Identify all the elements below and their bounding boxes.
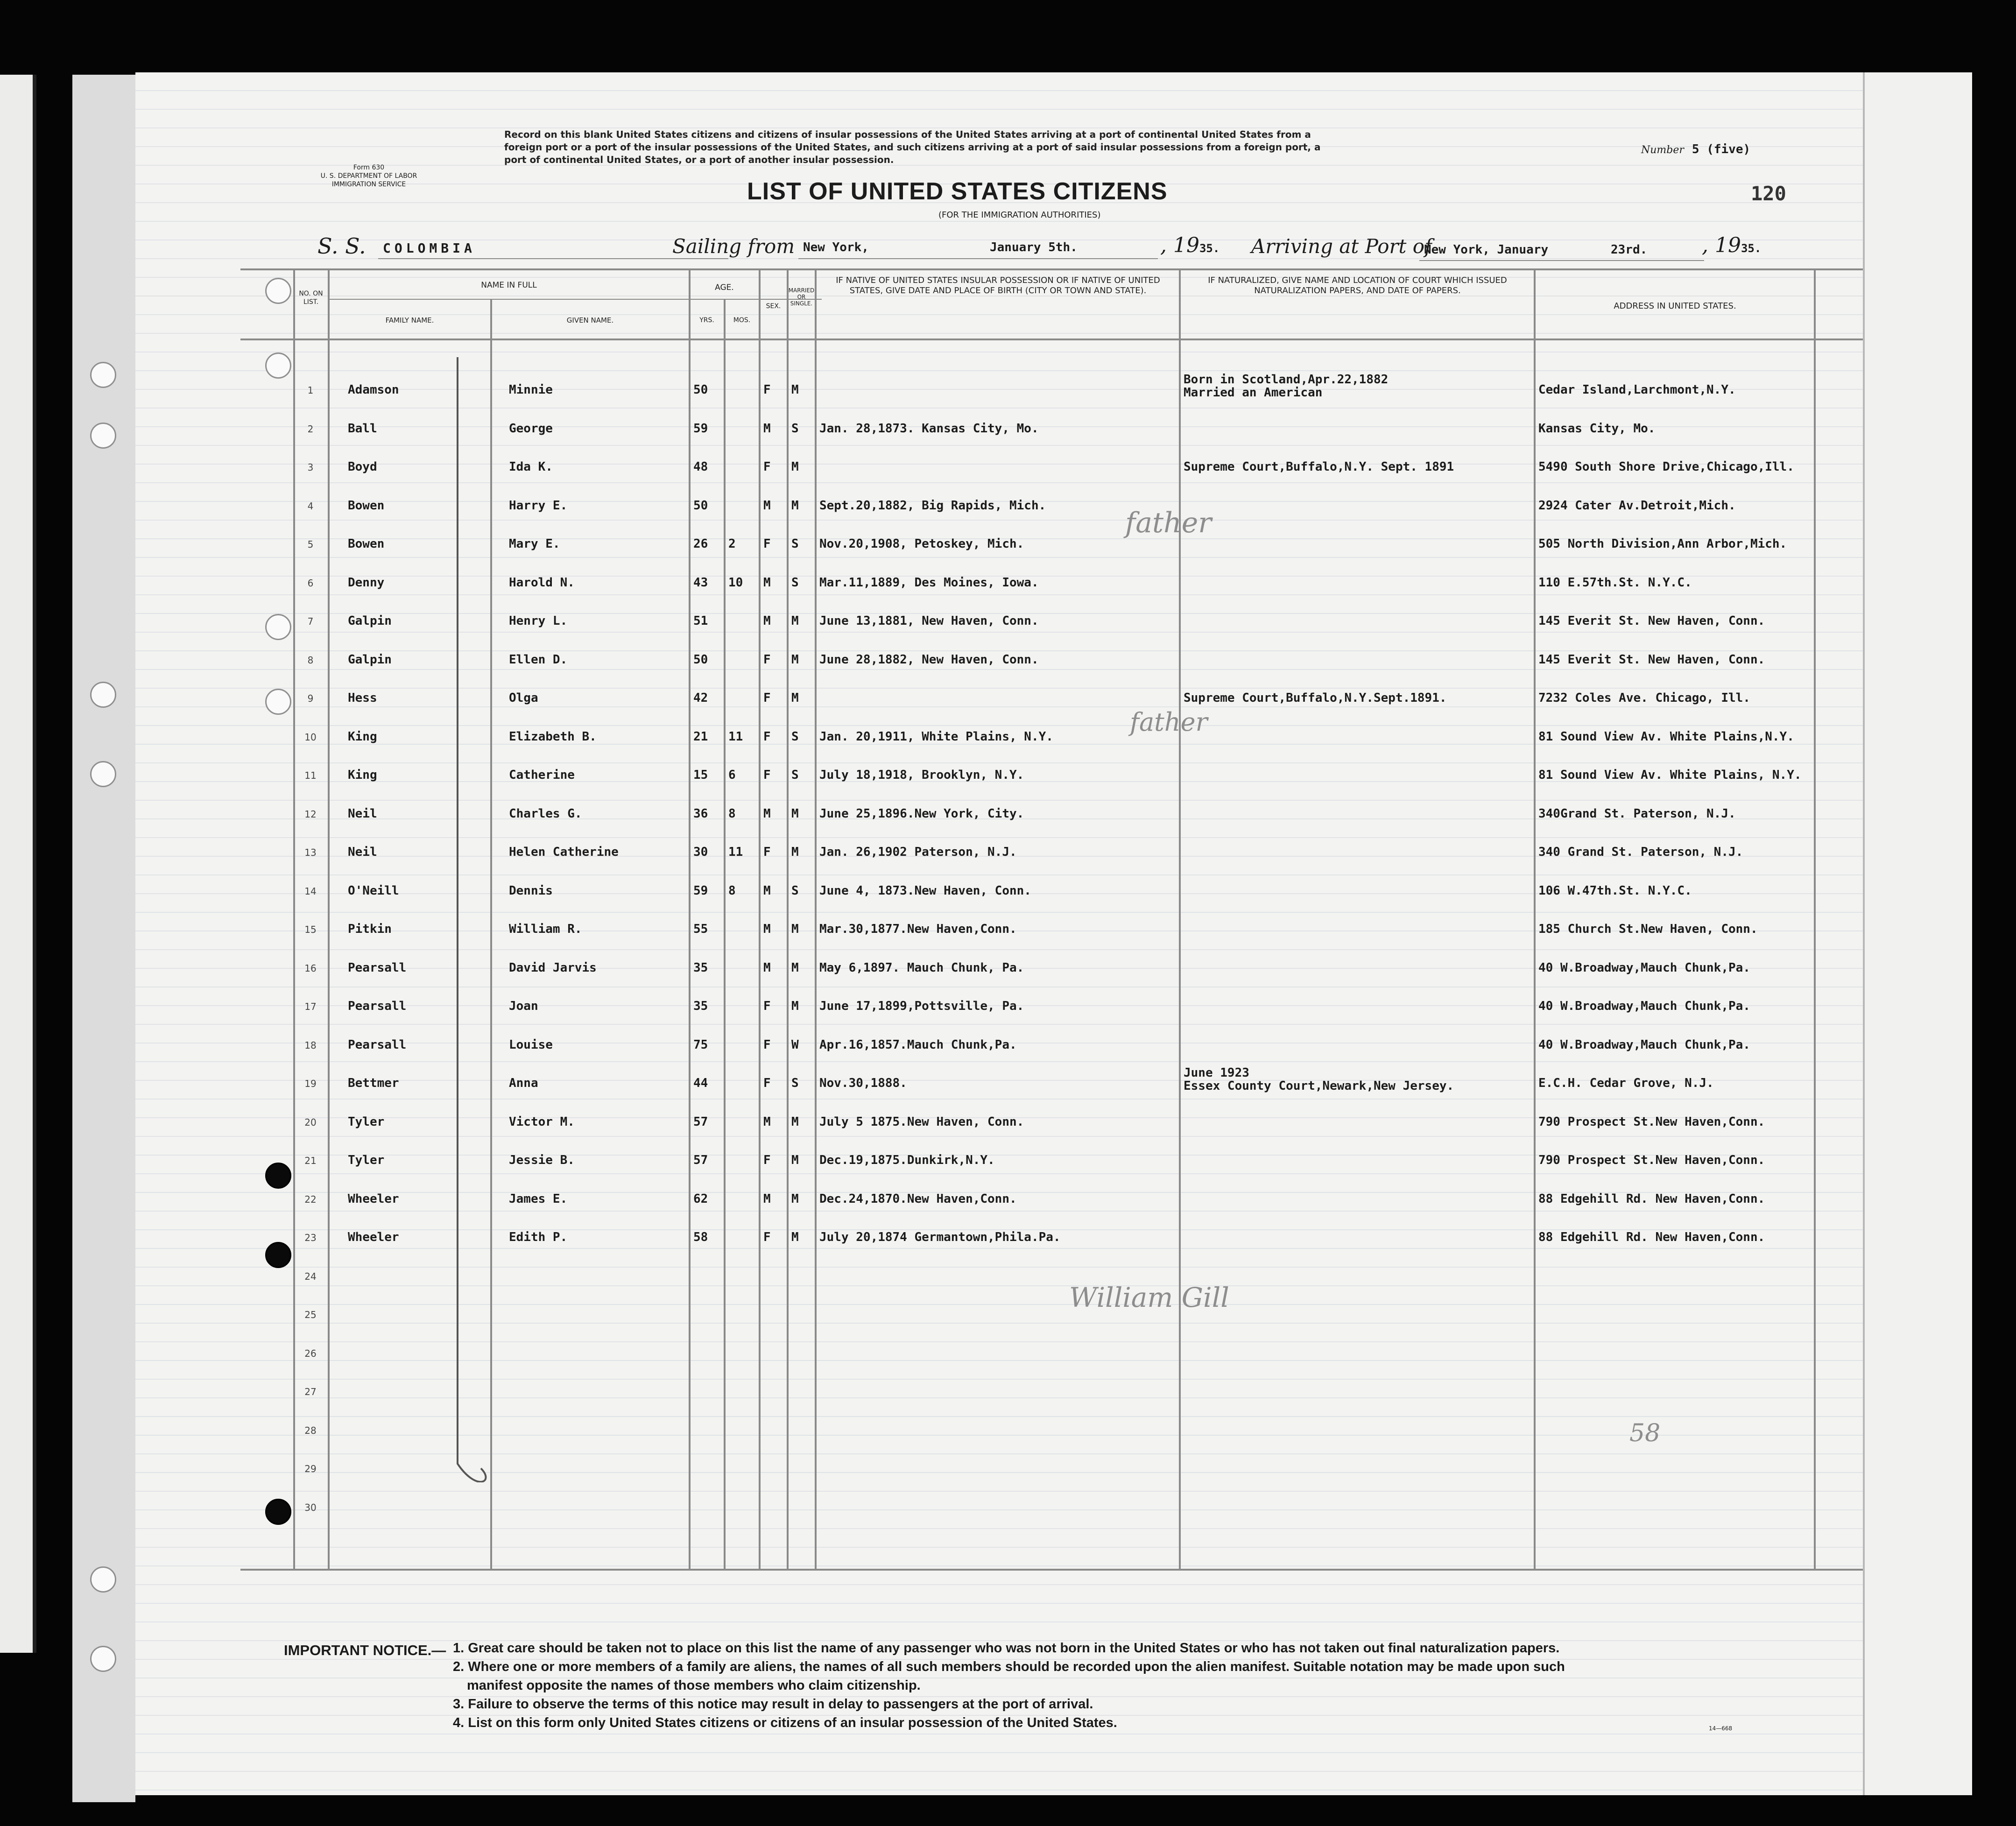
age-years-cell: 51 <box>693 614 708 628</box>
marital-status-cell: M <box>791 383 799 397</box>
marital-status-cell: M <box>791 652 799 667</box>
age-years-cell: 57 <box>693 1153 708 1167</box>
marital-status-cell: S <box>791 537 799 551</box>
given-name-cell: Catherine <box>509 768 575 782</box>
arriving-port: New York, January <box>1424 243 1549 257</box>
given-name-cell: Henry L. <box>509 614 568 628</box>
address-cell: 145 Everit St. New Haven, Conn. <box>1538 652 1765 667</box>
sex-cell: M <box>763 1114 771 1129</box>
age-subheader-rule <box>691 299 761 300</box>
age-years-cell: 50 <box>693 498 708 513</box>
birth-cell: Mar.11,1889, Des Moines, Iowa. <box>819 575 1039 590</box>
birth-cell: June 4, 1873.New Haven, Conn. <box>819 883 1031 898</box>
row-number: 19 <box>304 1078 317 1089</box>
marital-status-cell: M <box>791 1153 799 1167</box>
col-header-marital: MARRIED OR SINGLE. <box>788 287 815 307</box>
right-binding-edge <box>1863 72 1972 1795</box>
family-name-cell: Tyler <box>348 1153 385 1167</box>
age-years-cell: 48 <box>693 460 708 474</box>
birth-cell: June 17,1899,Pottsville, Pa. <box>819 999 1024 1013</box>
family-name-cell: King <box>348 729 377 744</box>
family-name-cell: Pearsall <box>348 960 407 975</box>
arriving-label: Arriving at Port of <box>1251 235 1432 258</box>
age-years-cell: 50 <box>693 383 708 397</box>
sailing-year: 35. <box>1199 242 1220 255</box>
department-name: U. S. DEPARTMENT OF LABOR <box>320 172 417 180</box>
naturalization-cell: Supreme Court,Buffalo,N.Y. Sept. 1891 <box>1184 460 1454 474</box>
sex-cell: F <box>763 999 771 1013</box>
age-years-cell: 30 <box>693 845 708 859</box>
notice-item-2-cont: manifest opposite the names of those members who claim citizenship. <box>467 1678 921 1693</box>
age-years-cell: 57 <box>693 1114 708 1129</box>
sex-cell: F <box>763 383 771 397</box>
marital-status-cell: S <box>791 421 799 436</box>
sex-cell: F <box>763 537 771 551</box>
row-number: 18 <box>304 1039 317 1051</box>
underline <box>1419 260 1704 261</box>
punch-hole <box>265 1163 291 1189</box>
marital-status-cell: M <box>791 999 799 1013</box>
marital-status-cell: W <box>791 1037 799 1052</box>
col-header-naturalization: IF NATURALIZED, GIVE NAME AND LOCATION OF COURT WHICH ISSUED NATURALIZATION PAPERS, AND DATE OF PAPERS. <box>1208 275 1507 296</box>
notice-code: 14—668 <box>1709 1725 1733 1732</box>
naturalization-cell: June 1923 <box>1184 1066 1249 1080</box>
marital-status-cell: M <box>791 960 799 975</box>
sex-cell: M <box>763 806 771 821</box>
address-cell: 2924 Cater Av.Detroit,Mich. <box>1538 498 1736 513</box>
row-number: 4 <box>307 500 314 512</box>
row-number: 30 <box>304 1502 317 1513</box>
address-cell: 5490 South Shore Drive,Chicago,Ill. <box>1538 460 1794 474</box>
row-number: 3 <box>307 462 314 473</box>
age-years-cell: 42 <box>693 691 708 705</box>
age-years-cell: 50 <box>693 652 708 667</box>
naturalization-cell-line2: Essex County Court,Newark,New Jersey. <box>1184 1079 1454 1093</box>
age-years-cell: 15 <box>693 768 708 782</box>
sex-cell: F <box>763 1153 771 1167</box>
given-name-cell: Anna <box>509 1076 538 1090</box>
column-rule <box>1534 268 1536 1569</box>
col-header-given: GIVEN NAME. <box>566 316 614 324</box>
sailing-year-prefix <box>1160 233 1219 257</box>
punch-hole <box>90 423 116 449</box>
row-number: 9 <box>307 693 314 704</box>
punch-hole <box>90 761 116 787</box>
age-months-cell: 8 <box>728 806 736 821</box>
col-header-family: FAMILY NAME. <box>385 316 434 324</box>
col-header-no: NO. ON LIST. <box>299 290 323 306</box>
family-name-cell: Galpin <box>348 614 392 628</box>
age-months-cell: 8 <box>728 883 736 898</box>
sex-cell: F <box>763 845 771 859</box>
handwritten-note: 58 <box>1629 1419 1661 1447</box>
marital-status-cell: S <box>791 575 799 590</box>
address-cell: 88 Edgehill Rd. New Haven,Conn. <box>1538 1191 1765 1206</box>
family-name-cell: Ball <box>348 421 377 436</box>
family-name-cell: Wheeler <box>348 1191 399 1206</box>
given-name-cell: Louise <box>509 1037 553 1052</box>
row-number: 26 <box>304 1347 317 1359</box>
family-name-cell: Hess <box>348 691 377 705</box>
col-header-age: AGE. <box>715 283 734 292</box>
birth-cell: July 18,1918, Brooklyn, N.Y. <box>819 768 1024 782</box>
given-name-cell: Harold N. <box>509 575 575 590</box>
punch-hole <box>90 362 116 388</box>
table-top-rule <box>240 268 1884 270</box>
birth-cell: Dec.19,1875.Dunkirk,N.Y. <box>819 1153 995 1167</box>
sex-cell: M <box>763 922 771 936</box>
arriving-year: 35. <box>1741 242 1762 255</box>
binding-strip <box>72 75 135 1802</box>
age-years-cell: 43 <box>693 575 708 590</box>
given-name-cell: William R. <box>509 922 582 936</box>
punch-hole <box>265 1242 291 1268</box>
column-rule <box>1179 268 1181 1569</box>
ss-label: S. S. <box>317 233 366 259</box>
family-name-cell: King <box>348 768 377 782</box>
instruction-line: foreign port or a port of the insular possessions of the United States, and such citizens arriving at a port of said insular possessions from a foreign port, a <box>504 141 1321 153</box>
birth-cell: Apr.16,1857.Mauch Chunk,Pa. <box>819 1037 1017 1052</box>
address-cell: 505 North Division,Ann Arbor,Mich. <box>1538 537 1787 551</box>
marital-status-cell: M <box>791 691 799 705</box>
col-header-name: NAME IN FULL <box>481 281 537 290</box>
row-number: 8 <box>307 654 314 666</box>
row-number: 16 <box>304 962 317 974</box>
row-number: 17 <box>304 1001 317 1012</box>
sex-cell: M <box>763 498 771 513</box>
birth-cell: May 6,1897. Mauch Chunk, Pa. <box>819 960 1024 975</box>
col-header-birth: IF NATIVE OF UNITED STATES INSULAR POSSESSION OR IF NATIVE OF UNITED STATES, GIVE DATE AND PLACE OF BIRTH (CITY OR TOWN AND STATE). <box>836 275 1160 296</box>
sailing-port: New York, <box>803 240 869 254</box>
ship-name: COLOMBIA <box>383 240 476 256</box>
notice-item-1: 1. Great care should be taken not to place on this list the name of any passenger who was not born in the United States or who has not taken out final naturalization papers. <box>453 1641 1560 1656</box>
age-years-cell: 59 <box>693 883 708 898</box>
row-number: 27 <box>304 1386 317 1397</box>
row-number: 14 <box>304 885 317 897</box>
birth-cell: Sept.20,1882, Big Rapids, Mich. <box>819 498 1046 513</box>
marital-status-cell: S <box>791 883 799 898</box>
punch-hole <box>90 682 116 708</box>
row-number: 7 <box>307 616 314 627</box>
col-header-mos: MOS. <box>733 317 751 324</box>
arriving-year-prefix <box>1702 233 1761 257</box>
birth-cell: June 13,1881, New Haven, Conn. <box>819 614 1039 628</box>
address-cell: 40 W.Broadway,Mauch Chunk,Pa. <box>1538 1037 1750 1052</box>
punch-hole <box>265 1499 291 1525</box>
family-name-cell: Bowen <box>348 537 385 551</box>
sex-cell: F <box>763 691 771 705</box>
birth-cell: June 25,1896.New York, City. <box>819 806 1024 821</box>
age-years-cell: 36 <box>693 806 708 821</box>
row-number: 1 <box>307 385 314 396</box>
age-years-cell: 59 <box>693 421 708 436</box>
age-years-cell: 55 <box>693 922 708 936</box>
notice-item-3: 3. Failure to observe the terms of this notice may result in delay to passengers at the port of arrival. <box>453 1697 1093 1712</box>
punch-hole <box>265 689 291 715</box>
family-name-cell: Denny <box>348 575 385 590</box>
age-months-cell: 11 <box>728 729 743 744</box>
underline <box>378 258 728 259</box>
birth-cell: Jan. 26,1902 Paterson, N.J. <box>819 845 1017 859</box>
manifest-page <box>135 72 1910 1795</box>
sex-cell: F <box>763 768 771 782</box>
address-cell: 790 Prospect St.New Haven,Conn. <box>1538 1153 1765 1167</box>
sailing-label: Sailing from <box>672 235 795 258</box>
marital-status-cell: M <box>791 922 799 936</box>
row-number: 5 <box>307 539 314 550</box>
punch-hole <box>265 278 291 304</box>
punch-hole <box>90 1646 116 1672</box>
row-number: 28 <box>304 1424 317 1436</box>
address-cell: Cedar Island,Larchmont,N.Y. <box>1538 383 1736 397</box>
sex-cell: F <box>763 1230 771 1244</box>
given-name-cell: Helen Catherine <box>509 845 619 859</box>
given-name-cell: Harry E. <box>509 498 568 513</box>
family-name-cell: O'Neill <box>348 883 399 898</box>
marital-status-cell: S <box>791 768 799 782</box>
naturalization-cell: Born in Scotland,Apr.22,1882 <box>1184 373 1389 387</box>
address-cell: 145 Everit St. New Haven, Conn. <box>1538 614 1765 628</box>
given-name-cell: Olga <box>509 691 538 705</box>
sex-cell: F <box>763 1076 771 1090</box>
row-number: 21 <box>304 1155 317 1166</box>
notice-item-2: 2. Where one or more members of a family are aliens, the names of all such members should be recorded upon the alien manifest. Suitable notation may be made upon such <box>453 1659 1565 1674</box>
given-name-cell: Mary E. <box>509 537 560 551</box>
row-number: 23 <box>304 1232 317 1243</box>
sex-cell: F <box>763 652 771 667</box>
age-months-cell: 6 <box>728 768 736 782</box>
instruction-line: port of continental United States, or a port of another insular possession. <box>504 154 894 165</box>
age-years-cell: 35 <box>693 999 708 1013</box>
naturalization-cell-line2: Married an American <box>1184 386 1323 400</box>
column-rule <box>328 268 330 1569</box>
row-number: 13 <box>304 847 317 858</box>
birth-cell: Nov.20,1908, Petoskey, Mich. <box>819 537 1024 551</box>
sex-cell: M <box>763 1191 771 1206</box>
address-cell: 185 Church St.New Haven, Conn. <box>1538 922 1758 936</box>
age-years-cell: 62 <box>693 1191 708 1206</box>
year-prefix: , 19 <box>1160 233 1199 257</box>
age-years-cell: 26 <box>693 537 708 551</box>
number-label: Number <box>1641 144 1684 156</box>
birth-cell: June 28,1882, New Haven, Conn. <box>819 652 1039 667</box>
sex-cell: F <box>763 729 771 744</box>
address-cell: 81 Sound View Av. White Plains, N.Y. <box>1538 768 1802 782</box>
punch-hole <box>265 353 291 379</box>
number-value: 5 (five) <box>1692 142 1751 156</box>
row-number: 10 <box>304 731 317 743</box>
sex-cell: M <box>763 883 771 898</box>
family-name-cell: Bowen <box>348 498 385 513</box>
row-number: 20 <box>304 1116 317 1128</box>
birth-cell: Mar.30,1877.New Haven,Conn. <box>819 922 1017 936</box>
address-cell: 81 Sound View Av. White Plains,N.Y. <box>1538 729 1794 744</box>
given-name-cell: Edith P. <box>509 1230 568 1244</box>
column-rule <box>787 268 789 1569</box>
given-name-cell: Joan <box>509 999 538 1013</box>
given-name-cell: Ellen D. <box>509 652 568 667</box>
sex-cell: M <box>763 960 771 975</box>
birth-cell: July 20,1874 Germantown,Phila.Pa. <box>819 1230 1061 1244</box>
age-years-cell: 44 <box>693 1076 708 1090</box>
marital-status-cell: M <box>791 1230 799 1244</box>
marital-status-cell: S <box>791 729 799 744</box>
year-prefix: , 19 <box>1702 233 1741 257</box>
marital-status-cell: S <box>791 1076 799 1090</box>
form-number-field <box>1641 142 1750 156</box>
age-months-cell: 11 <box>728 845 743 859</box>
sailing-date: January 5th. <box>990 240 1078 254</box>
column-rule <box>815 268 817 1569</box>
age-months-cell: 10 <box>728 575 743 590</box>
given-name-cell: George <box>509 421 553 436</box>
address-cell: 340Grand St. Paterson, N.J. <box>1538 806 1736 821</box>
address-cell: 110 E.57th.St. N.Y.C. <box>1538 575 1692 590</box>
address-cell: 40 W.Broadway,Mauch Chunk,Pa. <box>1538 960 1750 975</box>
family-name-cell: Neil <box>348 806 377 821</box>
sex-cell: M <box>763 575 771 590</box>
column-rule <box>759 268 761 1569</box>
given-name-cell: Elizabeth B. <box>509 729 597 744</box>
sex-cell: F <box>763 460 771 474</box>
marital-status-cell: M <box>791 460 799 474</box>
given-name-cell: David Jarvis <box>509 960 597 975</box>
column-rule <box>1814 268 1816 1569</box>
marital-status-cell: M <box>791 614 799 628</box>
underline <box>798 258 1158 259</box>
instruction-line: Record on this blank United States citizens and citizens of insular possessions of the United States arriving at a port of continental United States from a <box>504 129 1311 140</box>
birth-cell: Dec.24,1870.New Haven,Conn. <box>819 1191 1017 1206</box>
given-name-cell: Dennis <box>509 883 553 898</box>
page-title: LIST OF UNITED STATES CITIZENS <box>747 178 1168 205</box>
notice-label-text: IMPORTANT NOTICE.— <box>284 1642 446 1658</box>
col-header-sex: SEX. <box>766 303 781 310</box>
col-header-address: ADDRESS IN UNITED STATES. <box>1614 301 1736 311</box>
address-cell: 40 W.Broadway,Mauch Chunk,Pa. <box>1538 999 1750 1013</box>
marital-status-cell: M <box>791 1114 799 1129</box>
marital-status-cell: M <box>791 1191 799 1206</box>
address-cell: 106 W.47th.St. N.Y.C. <box>1538 883 1692 898</box>
family-name-cell: Pearsall <box>348 999 407 1013</box>
arriving-date: 23rd. <box>1611 243 1648 257</box>
form-header-block <box>285 163 453 189</box>
family-name-cell: Tyler <box>348 1114 385 1129</box>
page-subtitle: (FOR THE IMMIGRATION AUTHORITIES) <box>938 210 1101 220</box>
birth-cell: July 5 1875.New Haven, Conn. <box>819 1114 1024 1129</box>
given-name-cell: Jessie B. <box>509 1153 575 1167</box>
family-name-cell: Adamson <box>348 383 399 397</box>
row-number: 12 <box>304 808 317 820</box>
handwritten-note: father <box>1130 707 1208 737</box>
address-cell: 7232 Coles Ave. Chicago, Ill. <box>1538 691 1750 705</box>
family-name-cell: Pearsall <box>348 1037 407 1052</box>
age-years-cell: 21 <box>693 729 708 744</box>
given-name-cell: Charles G. <box>509 806 582 821</box>
birth-cell: Nov.30,1888. <box>819 1076 907 1090</box>
column-rule <box>724 300 726 1569</box>
row-number: 6 <box>307 577 314 589</box>
address-cell: E.C.H. Cedar Grove, N.J. <box>1538 1076 1714 1090</box>
address-cell: 340 Grand St. Paterson, N.J. <box>1538 845 1743 859</box>
row-number: 24 <box>304 1270 317 1282</box>
given-name-cell: Minnie <box>509 383 553 397</box>
row-number: 11 <box>304 770 317 781</box>
marital-status-cell: M <box>791 806 799 821</box>
service-name: IMMIGRATION SERVICE <box>331 181 406 188</box>
birth-cell: Jan. 28,1873. Kansas City, Mo. <box>819 421 1039 436</box>
punch-hole <box>265 614 291 640</box>
table-bottom-rule <box>240 1569 1884 1571</box>
handwritten-note: William Gill <box>1069 1282 1229 1313</box>
handwritten-note: father <box>1125 507 1212 539</box>
given-name-cell: Ida K. <box>509 460 553 474</box>
record-instructions <box>504 128 1320 166</box>
previous-page-edge <box>0 75 36 1653</box>
punch-hole <box>90 1566 116 1593</box>
row-number: 29 <box>304 1463 317 1474</box>
family-name-cell: Wheeler <box>348 1230 399 1244</box>
col-header-yrs: YRS. <box>699 317 714 324</box>
form-number: Form 630 <box>353 164 385 171</box>
row-number: 15 <box>304 924 317 935</box>
birth-cell: Jan. 20,1911, White Plains, N.Y. <box>819 729 1053 744</box>
table-header-rule <box>240 338 1884 340</box>
notice-item-4: 4. List on this form only United States citizens or citizens of an insular possession of the United States. <box>453 1715 1117 1730</box>
address-cell: Kansas City, Mo. <box>1538 421 1656 436</box>
age-years-cell: 75 <box>693 1037 708 1052</box>
marital-status-cell: M <box>791 845 799 859</box>
address-cell: 88 Edgehill Rd. New Haven,Conn. <box>1538 1230 1765 1244</box>
marital-status-cell: M <box>791 498 799 513</box>
age-years-cell: 58 <box>693 1230 708 1244</box>
sex-cell: M <box>763 421 771 436</box>
family-name-cell: Bettmer <box>348 1076 399 1090</box>
age-months-cell: 2 <box>728 537 736 551</box>
row-number: 22 <box>304 1193 317 1205</box>
row-number: 25 <box>304 1309 317 1320</box>
page-number: 120 <box>1751 182 1786 205</box>
bracket-mark <box>448 353 551 1482</box>
family-name-cell: Galpin <box>348 652 392 667</box>
given-name-cell: James E. <box>509 1191 568 1206</box>
family-name-cell: Pitkin <box>348 922 392 936</box>
age-years-cell: 35 <box>693 960 708 975</box>
family-name-cell: Neil <box>348 845 377 859</box>
address-cell: 790 Prospect St.New Haven,Conn. <box>1538 1114 1765 1129</box>
row-number: 2 <box>307 423 314 435</box>
sex-cell: F <box>763 1037 771 1052</box>
given-name-cell: Victor M. <box>509 1114 575 1129</box>
naturalization-cell: Supreme Court,Buffalo,N.Y.Sept.1891. <box>1184 691 1447 705</box>
sex-cell: M <box>763 614 771 628</box>
family-name-cell: Boyd <box>348 460 377 474</box>
column-rule <box>689 268 691 1569</box>
